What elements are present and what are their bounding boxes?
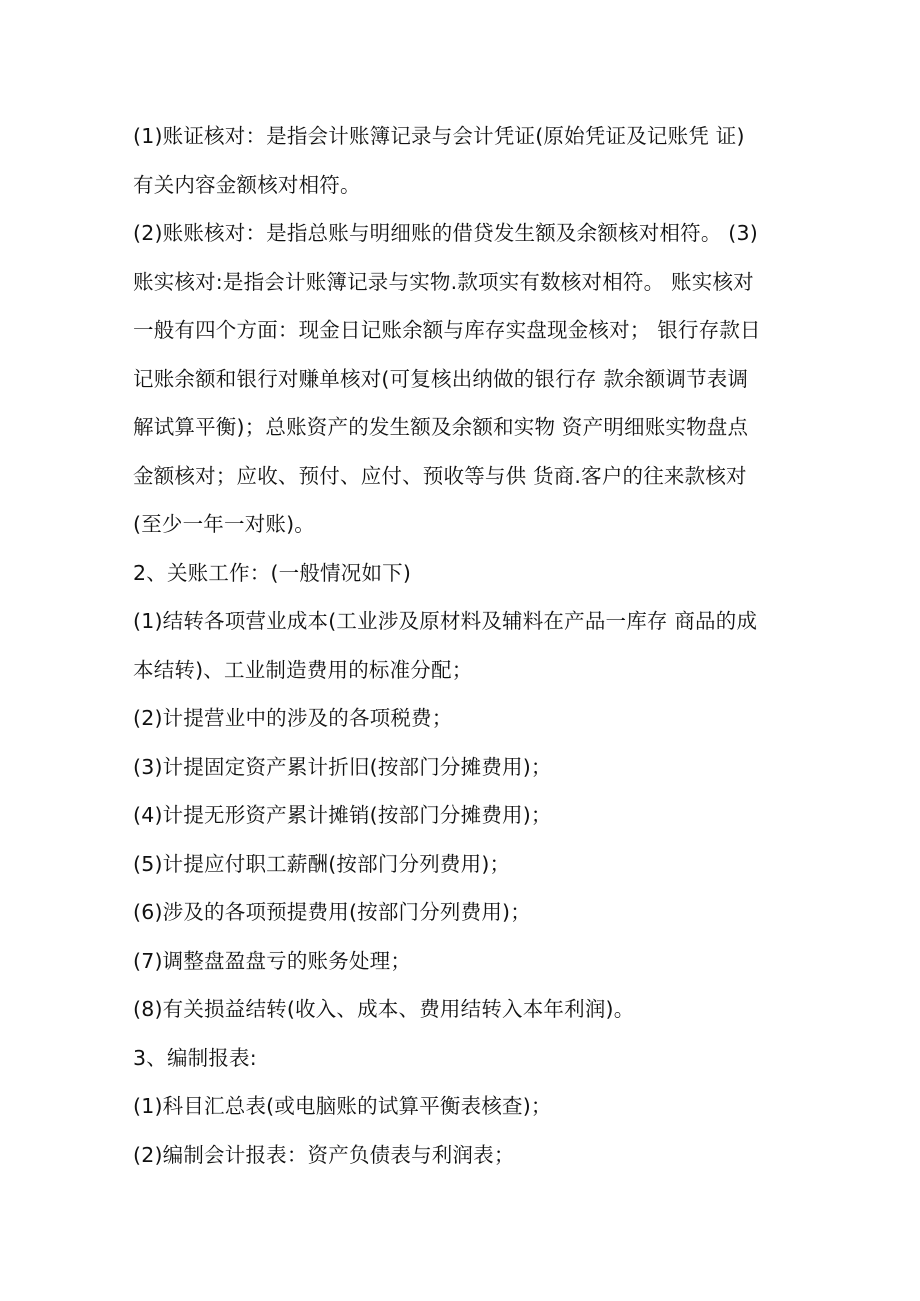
text-line: (8)有关损益结转(收入、成本、费用结转入本年利润)。 — [133, 997, 635, 1021]
text-line: 本结转)、工业制造费用的标准分配； — [133, 658, 473, 682]
text-line: (1)科目汇总表(或电脑账的试算平衡表核查)； — [133, 1094, 552, 1118]
section-heading: 2、关账工作：(一般情况如下) — [133, 561, 412, 585]
text-line: (1)账证核对：是指会计账簿记录与会计凭证(原始凭证及记账凭 证) — [133, 124, 745, 148]
text-line: (至少一年一对账)。 — [133, 512, 315, 536]
text-line: (2)账账核对：是指总账与明细账的借贷发生额及余额核对相符。 (3) — [133, 221, 758, 245]
text-line: 解试算平衡)；总账资产的发生额及余额和实物 资产明细账实物盘点 — [133, 415, 749, 439]
text-line: 金额核对；应收、预付、应付、预收等与供 货商.客户的往来款核对 — [133, 464, 747, 488]
text-line: (4)计提无形资产累计摊销(按部门分摊费用)； — [133, 803, 552, 827]
section-heading: 3、编制报表: — [133, 1046, 257, 1070]
text-line: 账实核对:是指会计账簿记录与实物.款项实有数核对相符。 账实核对 — [133, 270, 754, 294]
text-line: 记账余额和银行对赚单核对(可复核出纳做的银行存 款余额调节表调 — [133, 367, 749, 391]
text-line: 一般有四个方面：现金日记账余额与库存实盘现金核对； 银行存款日 — [133, 318, 761, 342]
text-line: (2)计提营业中的涉及的各项税费； — [133, 706, 453, 730]
text-line: (7)调整盘盈盘亏的账务处理； — [133, 949, 412, 973]
text-line: 有关内容金额核对相符。 — [133, 173, 361, 197]
text-line: (2)编制会计报表：资产负债表与利润表； — [133, 1143, 515, 1167]
text-line: (3)计提固定资产累计折旧(按部门分摊费用)； — [133, 755, 552, 779]
text-line: (5)计提应付职工薪酬(按部门分列费用)； — [133, 852, 511, 876]
text-line: (6)涉及的各项预提费用(按部门分列费用)； — [133, 900, 531, 924]
text-line: (1)结转各项营业成本(工业涉及原材料及辅料在产品一库存 商品的成 — [133, 609, 758, 633]
